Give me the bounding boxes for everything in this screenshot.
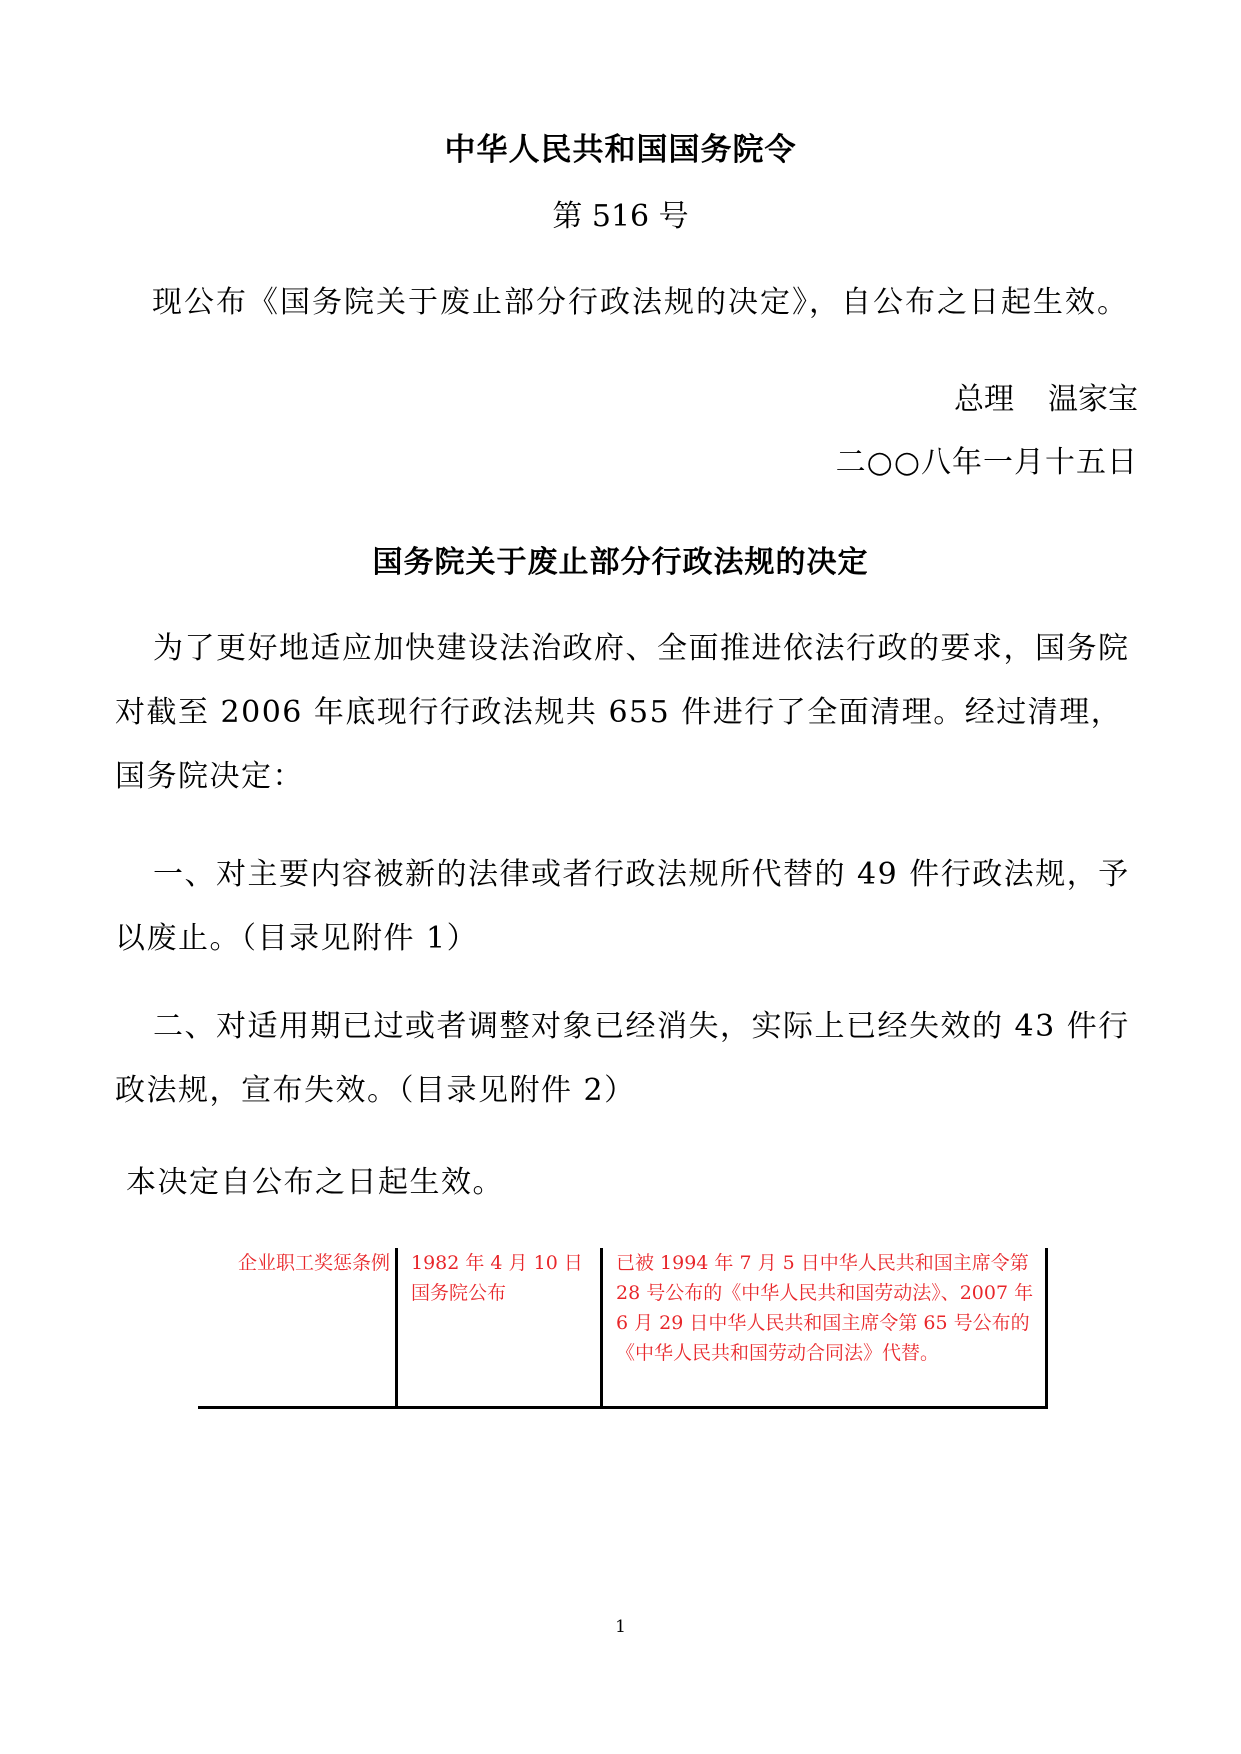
decision-paragraph-intro: 为了更好地适应加快建设法治政府、全面推进依法行政的要求，国务院对截至 2006 年底现行行政法规共 655 件进行了全面清理。经过清理，国务院决定： (115, 631, 1130, 794)
table-cell-note: 已被 1994 年 7 月 5 日中华人民共和国主席令第 28 号公布的《中华人民共和国劳动法》、2007 年 6 月 29 日中华人民共和国主席令第 65 号公布的《中华人民共和国劳动合同法》代替。 (616, 1252, 1034, 1364)
table-cell-name: 企业职工奖惩条例 (237, 1252, 390, 1274)
regulation-table (198, 1248, 1048, 1410)
table-cell-issued: 1982 年 4 月 10 日国务院公布 (411, 1252, 583, 1304)
table-column-divider (600, 1248, 603, 1408)
signer-name: 温家宝 (1048, 382, 1138, 417)
announcement-text: 现公布《国务院关于废止部分行政法规的决定》，自公布之日起生效。 (152, 285, 1129, 320)
page-number: 1 (615, 1617, 626, 1637)
decision-paragraph-one: 一、对主要内容被新的法律或者行政法规所代替的 49 件行政法规，予以废止。（目录见附件 1） (115, 857, 1130, 956)
table-column-divider (395, 1248, 398, 1408)
table-right-border (1045, 1248, 1048, 1408)
table-bottom-border (198, 1406, 1048, 1409)
signature-date: 二○○八年一月十五日 (835, 445, 1138, 480)
order-number: 第 516 号 (552, 199, 689, 234)
signature-line (954, 374, 1138, 418)
signer-role: 总理 (954, 382, 1014, 417)
document-title: 中华人民共和国国务院令 (444, 132, 797, 168)
decision-paragraph-two: 二、对适用期已过或者调整对象已经消失，实际上已经失效的 43 件行政法规，宣布失效。（目录见附件 2） (115, 1009, 1130, 1108)
decision-paragraph-effective: 本决定自公布之日起生效。 (126, 1165, 504, 1200)
decision-title: 国务院关于废止部分行政法规的决定 (372, 545, 869, 580)
